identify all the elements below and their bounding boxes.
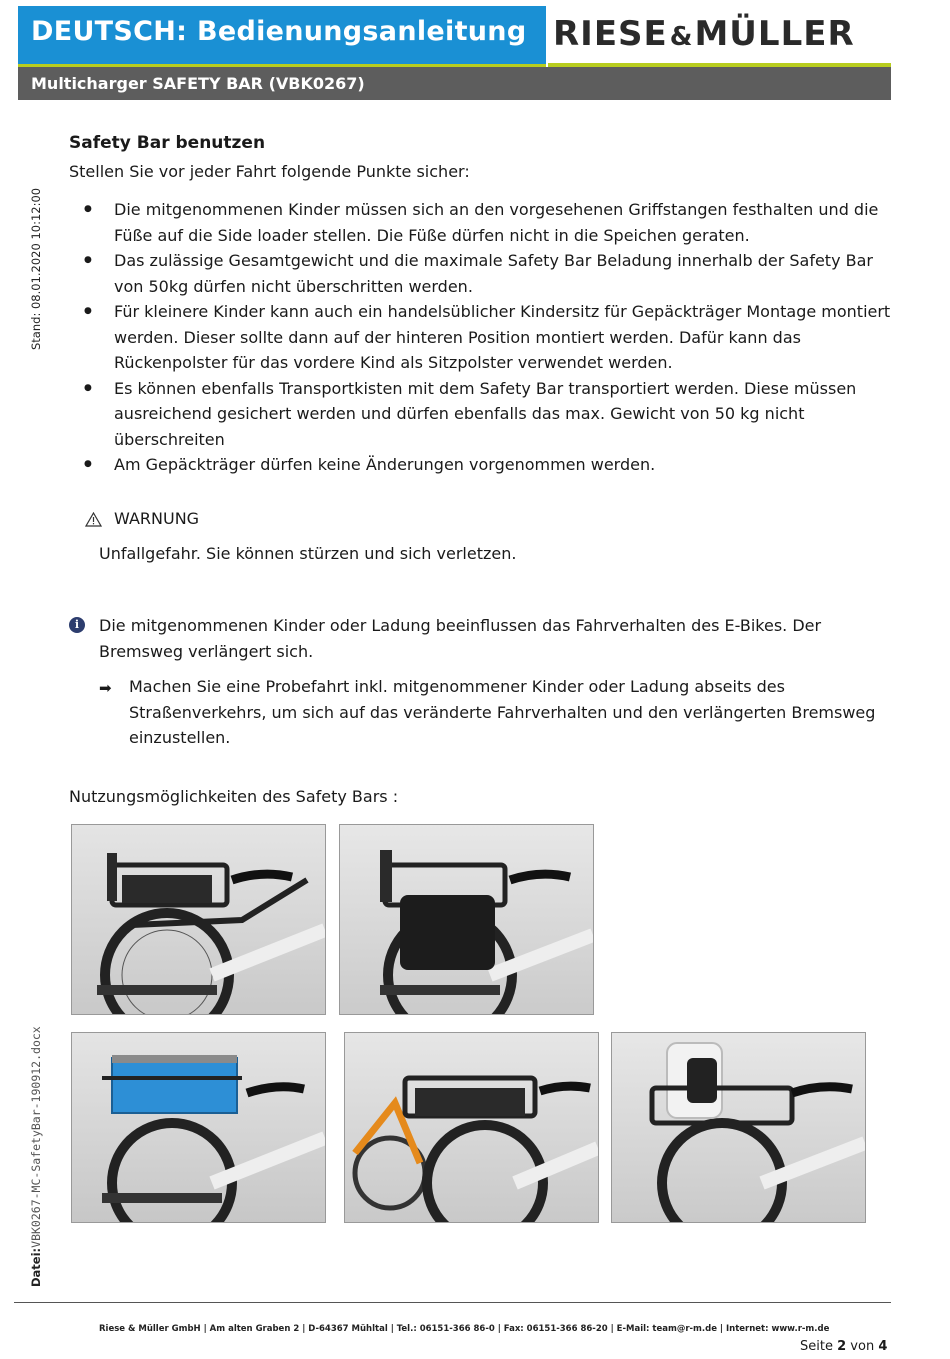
footer-company-info: Riese & Müller GmbH | Am alten Graben 2 | D-64367 Mühltal | Tel.: 06151-366 86-0 | Fax: 06151-366 86-20 | E-Mail: team@r-m.de | Internet: www.r-m.de bbox=[99, 1324, 830, 1334]
checklist bbox=[69, 197, 899, 478]
brand-logo bbox=[553, 14, 855, 54]
list-item: ● Für kleinere Kinder kann auch ein handelsüblicher Kindersitz für Gepäckträger Montage montiert werden. Dieser sollte dann auf der hinteren Position montiert werden. Dafür kann das Rückenpolster für das vordere Kind als Sitzpolster verwendet werden. bbox=[69, 299, 899, 376]
list-item: ● Es können ebenfalls Transportkisten mit dem Safety Bar transportiert werden. Diese müssen ausreichend gesichert werden und dürfen ebenfalls das max. Gewicht von 50 kg nicht überschreiten bbox=[69, 376, 899, 453]
brand-name-left: RIESE bbox=[553, 14, 668, 54]
info-text: Die mitgenommenen Kinder oder Ladung beeinflussen das Fahrverhalten des E-Bikes. Der Bremsweg verlängert sich. bbox=[99, 616, 822, 661]
photo-safety-bar-child-bike bbox=[344, 1032, 599, 1223]
warning-title: WARNUNG bbox=[114, 509, 200, 528]
page-of: von bbox=[850, 1339, 875, 1354]
footer-divider bbox=[14, 1302, 891, 1303]
section-heading: Safety Bar benutzen bbox=[69, 133, 266, 153]
document-subtitle: Multicharger SAFETY BAR (VBK0267) bbox=[31, 74, 365, 93]
warning-triangle-icon bbox=[85, 512, 102, 527]
brand-name-right: MÜLLER bbox=[694, 14, 855, 54]
file-name-value: VBK0267-MC-SafetyBar-190912.docx bbox=[29, 1026, 43, 1248]
photo-safety-bar-box bbox=[71, 1032, 326, 1223]
stand-date: Stand: 08.01.2020 10:12:00 bbox=[29, 187, 43, 350]
info-circle-icon: i bbox=[69, 617, 85, 633]
brand-ampersand: & bbox=[669, 22, 693, 52]
file-name bbox=[29, 1026, 43, 1287]
page-label: Seite bbox=[800, 1339, 833, 1354]
uses-title: Nutzungsmöglichkeiten des Safety Bars : bbox=[69, 787, 399, 806]
photo-safety-bar-child-seat bbox=[611, 1032, 866, 1223]
page-current: 2 bbox=[837, 1339, 847, 1354]
section-intro: Stellen Sie vor jeder Fahrt folgende Punkte sicher: bbox=[69, 162, 470, 181]
list-item: ● Die mitgenommenen Kinder müssen sich an den vorgesehenen Griffstangen festhalten und die Füße auf die Side loader stellen. Die Füße dürfen nicht in die Speichen geraten. bbox=[69, 197, 899, 248]
action-text: Machen Sie eine Probefahrt inkl. mitgenommener Kinder oder Ladung abseits des Straßenverkehrs, um sich auf das veränderte Fahrverhalten und den verlängerten Bremsweg einzustellen. bbox=[129, 677, 876, 747]
page-total: 4 bbox=[878, 1339, 888, 1354]
document-title: DEUTSCH: Bedienungsanleitung bbox=[31, 16, 527, 47]
list-item: ● Am Gepäckträger dürfen keine Änderungen vorgenommen werden. bbox=[69, 452, 899, 478]
list-item: ● Das zulässige Gesamtgewicht und die maximale Safety Bar Beladung innerhalb der Safety Bar von 50kg dürfen nicht überschritten werden. bbox=[69, 248, 899, 299]
photo-safety-bar-bag bbox=[339, 824, 594, 1015]
arrow-right-icon: ➡ bbox=[99, 679, 112, 697]
file-label: Datei: bbox=[29, 1247, 43, 1287]
photo-safety-bar-seat bbox=[71, 824, 326, 1015]
warning-text: Unfallgefahr. Sie können stürzen und sich verletzen. bbox=[99, 544, 517, 563]
page-number bbox=[800, 1339, 887, 1354]
